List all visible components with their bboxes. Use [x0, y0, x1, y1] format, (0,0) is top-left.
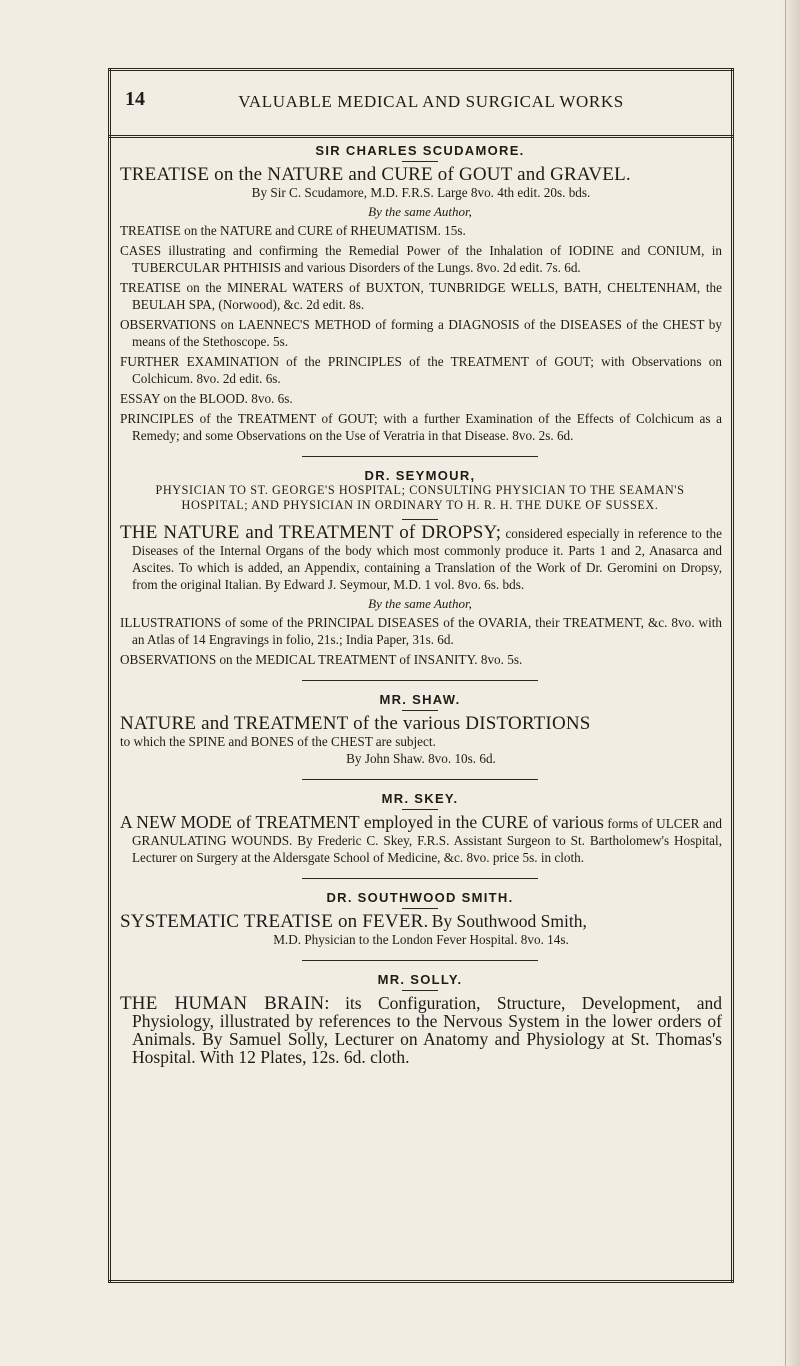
section-divider — [302, 456, 538, 457]
author-heading: DR. SEYMOUR, — [364, 468, 476, 483]
author-heading: SIR CHARLES SCUDAMORE. — [315, 143, 525, 158]
book-entry: ESSAY on the BLOOD. 8vo. 6s. — [120, 391, 293, 406]
header-separator-rule — [108, 135, 734, 138]
author-heading: MR. SOLLY. — [377, 972, 463, 987]
frame-bottom-rule — [108, 1280, 734, 1283]
section-divider — [302, 779, 538, 780]
book-entry: OBSERVATIONS on the MEDICAL TREATMENT of INSANITY. 8vo. 5s. — [120, 652, 523, 667]
book-entry — [118, 913, 722, 948]
section-southwood-smith — [118, 890, 722, 948]
entry-text: forms of ULCER and GRANULATING WOUNDS. By Frederic C. Skey, F.R.S. Assistant Surgeon to St. Bartholomew's Hospital, Lecturer on Surgery at the Aldersgate School of Medicine, &c. 8vo. price 5s. in cloth. — [132, 816, 723, 865]
running-title: VALUABLE MEDICAL AND SURGICAL WORKS — [238, 92, 624, 111]
author-credentials: PHYSICIAN TO ST. GEORGE'S HOSPITAL; CONSULTING PHYSICIAN TO THE SEAMAN'S HOSPITAL; AND PHYSICIAN IN ORDINARY TO H. R. H. THE DUKE OF SUSSEX. — [155, 483, 685, 512]
section-solly — [118, 972, 722, 1067]
book-entry: ILLUSTRATIONS of some of the PRINCIPAL DISEASES of the OVARIA, their TREATMENT, &c. 8vo. with an Atlas of 14 Engravings in folio, 21s.; India Paper, 31s. 6d. — [120, 615, 722, 647]
entry-title: TREATISE on the NATURE and CURE of GOUT and GRAVEL. — [120, 164, 631, 185]
same-author-note: By the same Author, — [368, 596, 472, 611]
same-author-note: By the same Author, — [368, 204, 472, 219]
book-entry: TREATISE on the NATURE and CURE of RHEUMATISM. 15s. — [120, 223, 466, 238]
author-rule — [402, 710, 438, 711]
section-scudamore — [118, 143, 722, 444]
author-rule — [402, 161, 438, 162]
book-entry — [118, 715, 722, 767]
book-entry: FURTHER EXAMINATION of the PRINCIPLES of the TREATMENT of GOUT; with Observations on Colchicum. 8vo. 2d edit. 6s. — [120, 354, 722, 386]
entry-byline: M.D. Physician to the London Fever Hospital. 8vo. 14s. — [273, 932, 569, 947]
book-entry: CASES illustrating and confirming the Remedial Power of the Inhalation of IODINE and CONIUM, in TUBERCULAR PHTHISIS and various Disorders of the Lungs. 8vo. 2d edit. 7s. 6d. — [120, 243, 722, 275]
book-entry — [118, 166, 722, 201]
entry-text: By Southwood Smith, — [431, 911, 587, 931]
entry-title: THE HUMAN BRAIN: — [120, 993, 330, 1014]
entry-text: to which the SPINE and BONES of the CHEST are subject. — [120, 734, 436, 749]
entry-title: SYSTEMATIC TREATISE on FEVER. — [120, 911, 429, 932]
book-entry — [118, 524, 722, 593]
book-entry — [118, 814, 722, 866]
page-content — [118, 143, 722, 1070]
entry-byline: By John Shaw. 8vo. 10s. 6d. — [346, 751, 496, 766]
page-number: 14 — [125, 88, 145, 110]
author-heading: DR. SOUTHWOOD SMITH. — [326, 890, 514, 905]
section-divider — [302, 878, 538, 879]
book-entry: TREATISE on the MINERAL WATERS of BUXTON, TUNBRIDGE WELLS, BATH, CHELTENHAM, the BEULAH SPA, (Norwood), &c. 2d edit. 8s. — [120, 280, 722, 312]
book-entry: PRINCIPLES of the TREATMENT of GOUT; with a further Examination of the Effects of Colchicum as a Remedy; and some Observations on the Use of Veratria in that Disease. 8vo. 2s. 6d. — [120, 411, 722, 443]
section-divider — [302, 960, 538, 961]
book-entry — [118, 995, 722, 1067]
frame-right-rule — [731, 68, 734, 1283]
entry-title: THE NATURE and TREATMENT of DROPSY; — [120, 522, 502, 543]
book-entry: OBSERVATIONS on LAENNEC'S METHOD of forming a DIAGNOSIS of the DISEASES of the CHEST by means of the Stethoscope. 5s. — [120, 317, 722, 349]
section-seymour — [118, 468, 722, 668]
frame-left-rule — [108, 68, 111, 1283]
entry-title: NATURE and TREATMENT of the various DISTORTIONS — [120, 713, 591, 734]
section-shaw — [118, 692, 722, 767]
entry-text: considered especially in reference to the Diseases of the Internal Organs of the body which most commonly produce it. Parts 1 and 2, Anasarca and Ascites. To which is added, an Appendix, containing a Translation of the Work of Dr. Geromini on Dropsy, from the original Italian. By Edward J. Seymour, M.D. 1 vol. 8vo. 6s. bds. — [132, 526, 723, 592]
section-skey — [118, 791, 722, 866]
author-rule — [402, 908, 438, 909]
author-heading: MR. SKEY. — [381, 791, 459, 806]
section-divider — [302, 680, 538, 681]
page-edge-line — [785, 0, 786, 1366]
author-rule — [402, 519, 438, 520]
entry-text: its Configuration, Structure, Development, and Physiology, illustrated by references to the Nervous System in the lower orders of Animals. By Samuel Solly, Lecturer on Anatomy and Physiology at St. Thomas's Hospital. With 12 Plates, 12s. 6d. cloth. — [132, 993, 723, 1067]
entry-title: A NEW MODE of TREATMENT employed in the CURE of various — [120, 812, 604, 832]
author-rule — [402, 809, 438, 810]
author-rule — [402, 990, 438, 991]
page-header — [115, 88, 727, 118]
author-heading: MR. SHAW. — [379, 692, 461, 707]
entry-text: By Sir C. Scudamore, M.D. F.R.S. Large 8vo. 4th edit. 20s. bds. — [251, 185, 591, 200]
frame-top-rule — [108, 68, 734, 71]
